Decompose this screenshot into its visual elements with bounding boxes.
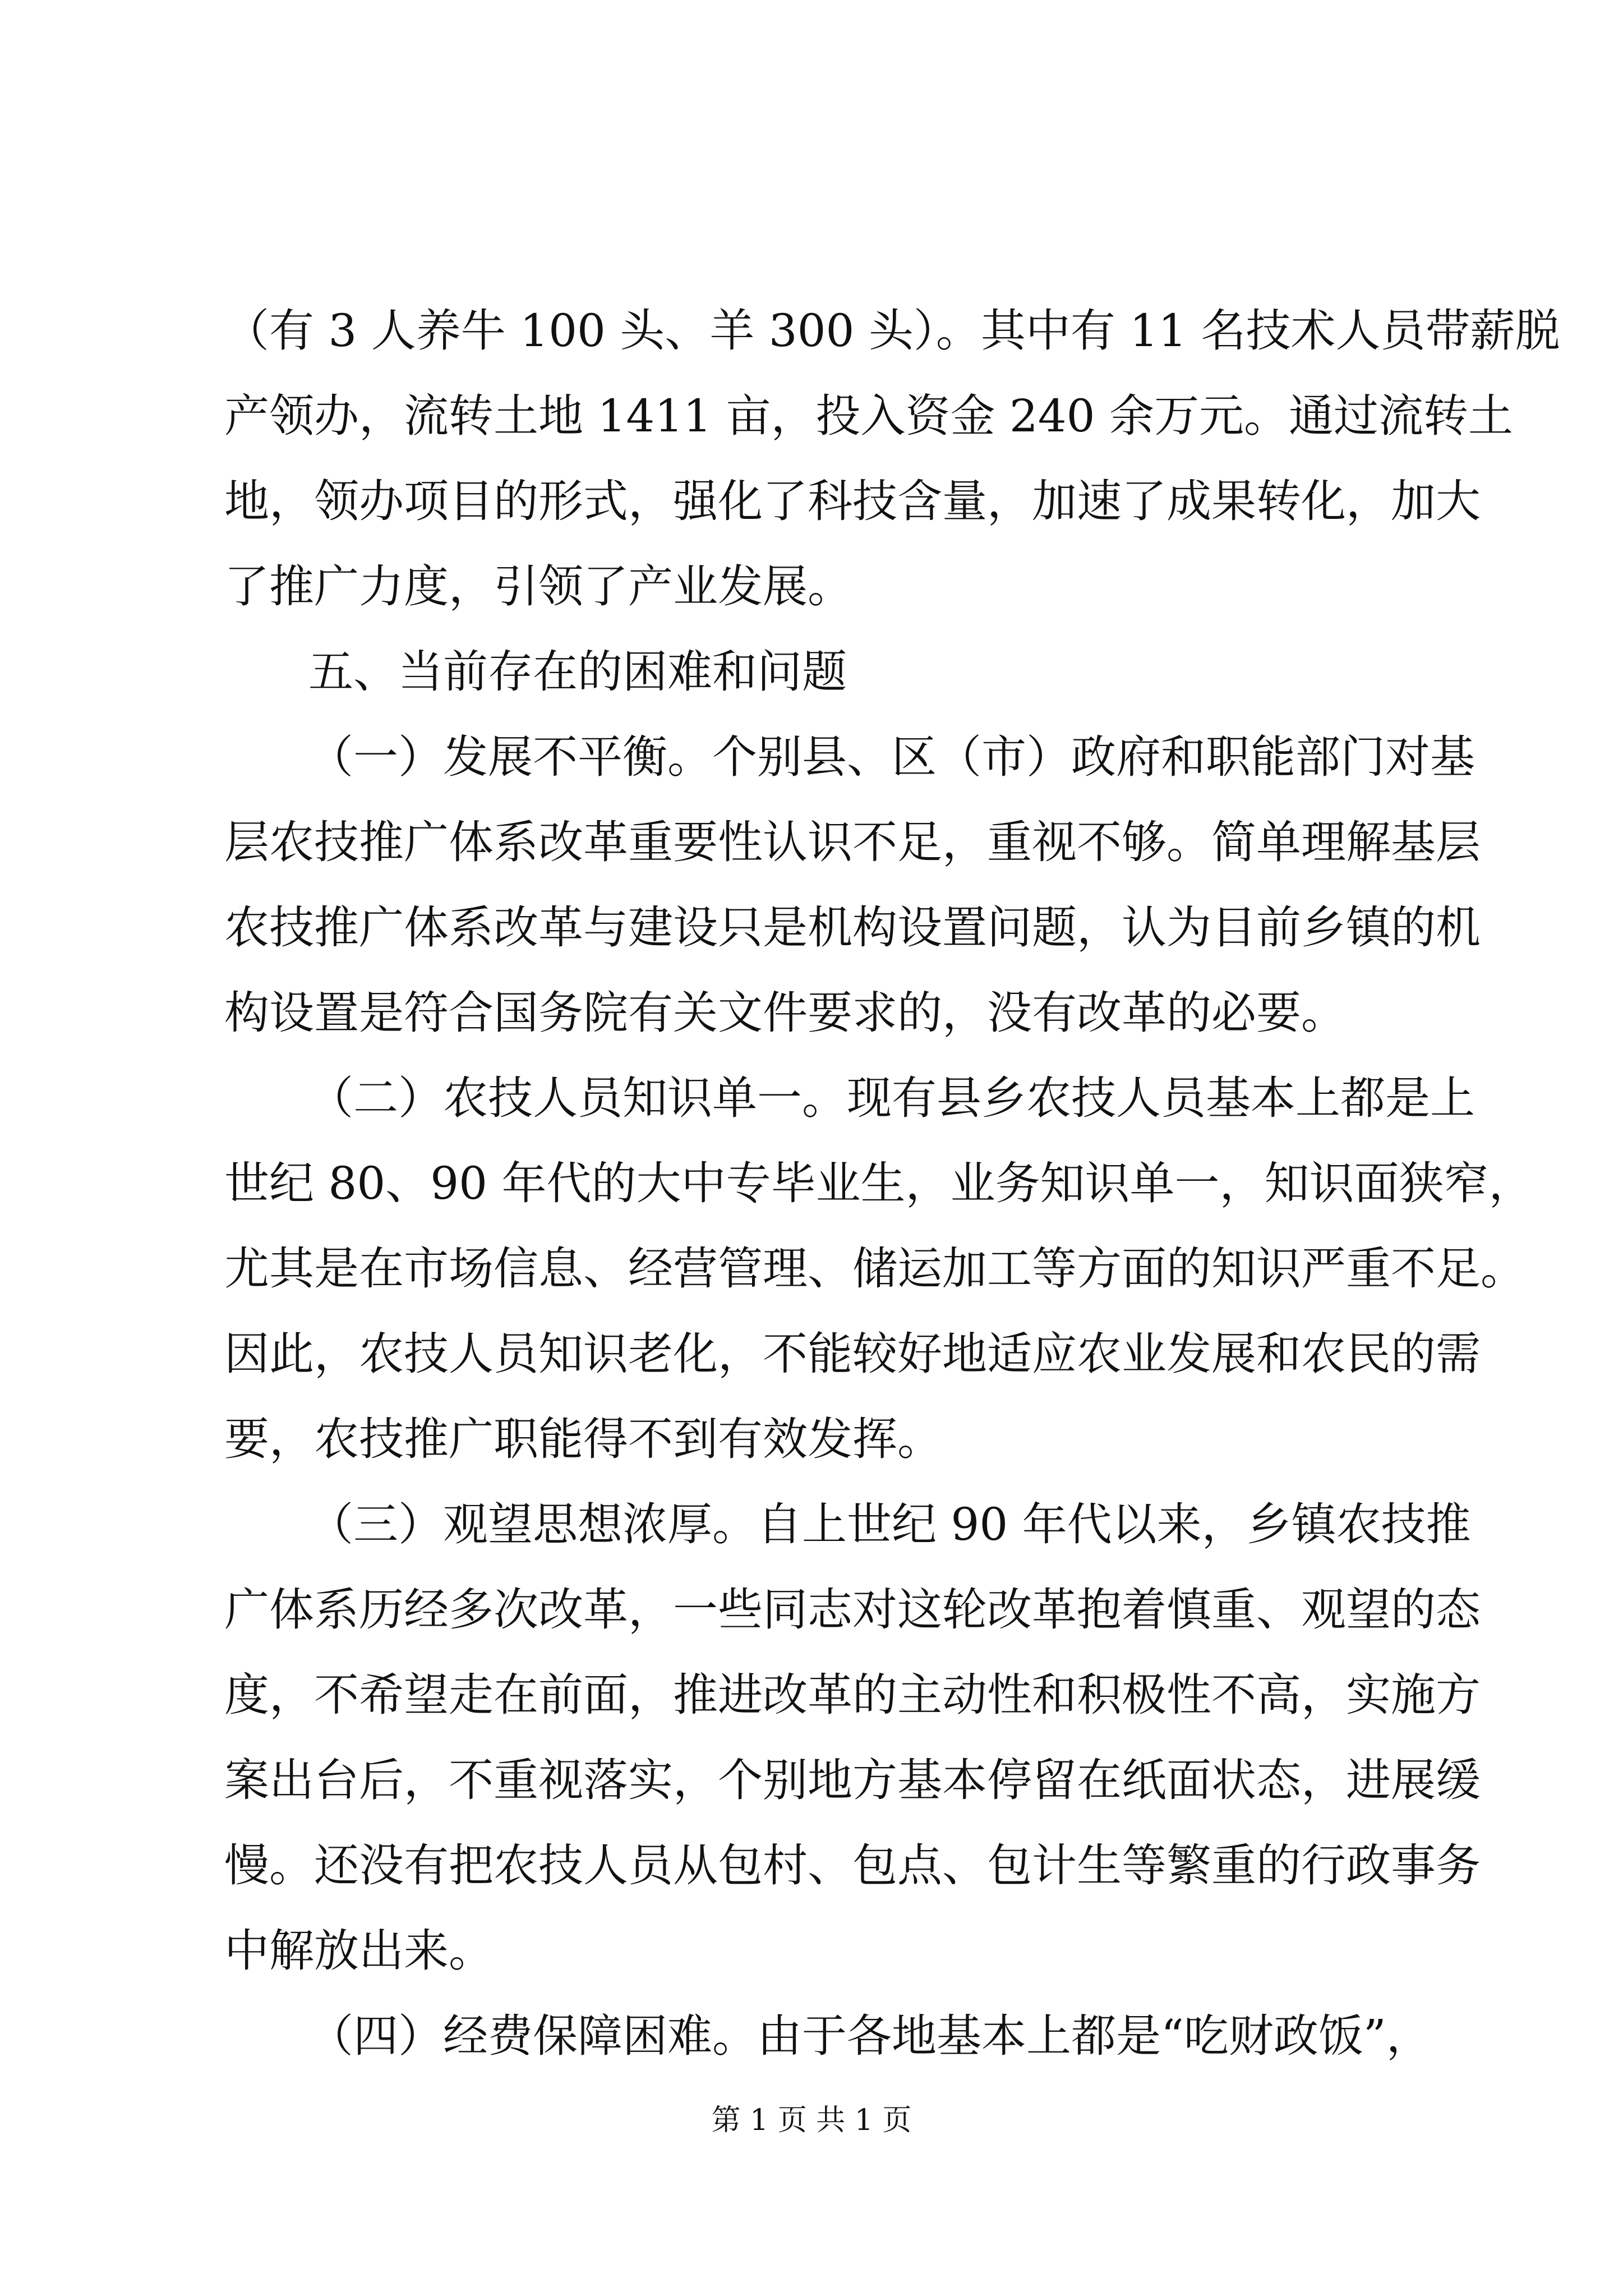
text-line-14: 要，农技推广职能得不到有效发挥。 <box>224 1413 942 1465</box>
text-line-1: （有 3 人养牛 100 头、羊 300 头）。其中有 11 名技术人员带薪脱 <box>224 305 1560 357</box>
page-footer: 第 1 页 共 1 页 <box>711 2104 912 2137</box>
text-line-13: 因此，农技人员知识老化，不能较好地适应农业发展和农民的需 <box>224 1328 1481 1380</box>
text-line-18: 案出台后，不重视落实，个别地方基本停留在纸面状态，进展缓 <box>224 1754 1481 1806</box>
text-line-8: 农技推广体系改革与建设只是机构设置问题，认为目前乡镇的机 <box>224 901 1481 954</box>
text-line-7: 层农技推广体系改革重要性认识不足，重视不够。简单理解基层 <box>224 816 1481 868</box>
text-line-17: 度，不希望走在前面，推进改革的主动性和积极性不高，实施方 <box>224 1669 1481 1721</box>
text-line-10: （二）农技人员知识单一。现有县乡农技人员基本上都是上 <box>308 1072 1475 1124</box>
text-line-4: 了推广力度，引领了产业发展。 <box>224 560 852 613</box>
text-line-9: 构设置是符合国务院有关文件要求的，没有改革的必要。 <box>224 987 1346 1039</box>
text-line-19: 慢。还没有把农技人员从包村、包点、包计生等繁重的行政事务 <box>224 1839 1481 1892</box>
text-line-11: 世纪 80、90 年代的大中专毕业生，业务知识单一，知识面狭窄， <box>224 1157 1534 1209</box>
text-line-2: 产领办，流转土地 1411 亩，投入资金 240 余万元。通过流转土 <box>224 390 1514 442</box>
text-line-21: （四）经费保障困难。由于各地基本上都是“吃财政饭”， <box>308 2010 1431 2062</box>
text-line-15: （三）观望思想浓厚。自上世纪 90 年代以来，乡镇农技推 <box>308 1498 1471 1550</box>
text-line-12: 尤其是在市场信息、经营管理、储运加工等方面的知识严重不足。 <box>224 1243 1525 1295</box>
text-line-6: （一）发展不平衡。个别县、区（市）政府和职能部门对基 <box>308 731 1475 783</box>
text-line-20: 中解放出来。 <box>224 1925 494 1977</box>
text-line-16: 广体系历经多次改革，一些同志对这轮改革抱着慎重、观望的态 <box>224 1584 1481 1636</box>
section-heading: 五、当前存在的困难和问题 <box>308 646 847 698</box>
text-line-3: 地，领办项目的形式，强化了科技含量，加速了成果转化，加大 <box>224 475 1481 527</box>
